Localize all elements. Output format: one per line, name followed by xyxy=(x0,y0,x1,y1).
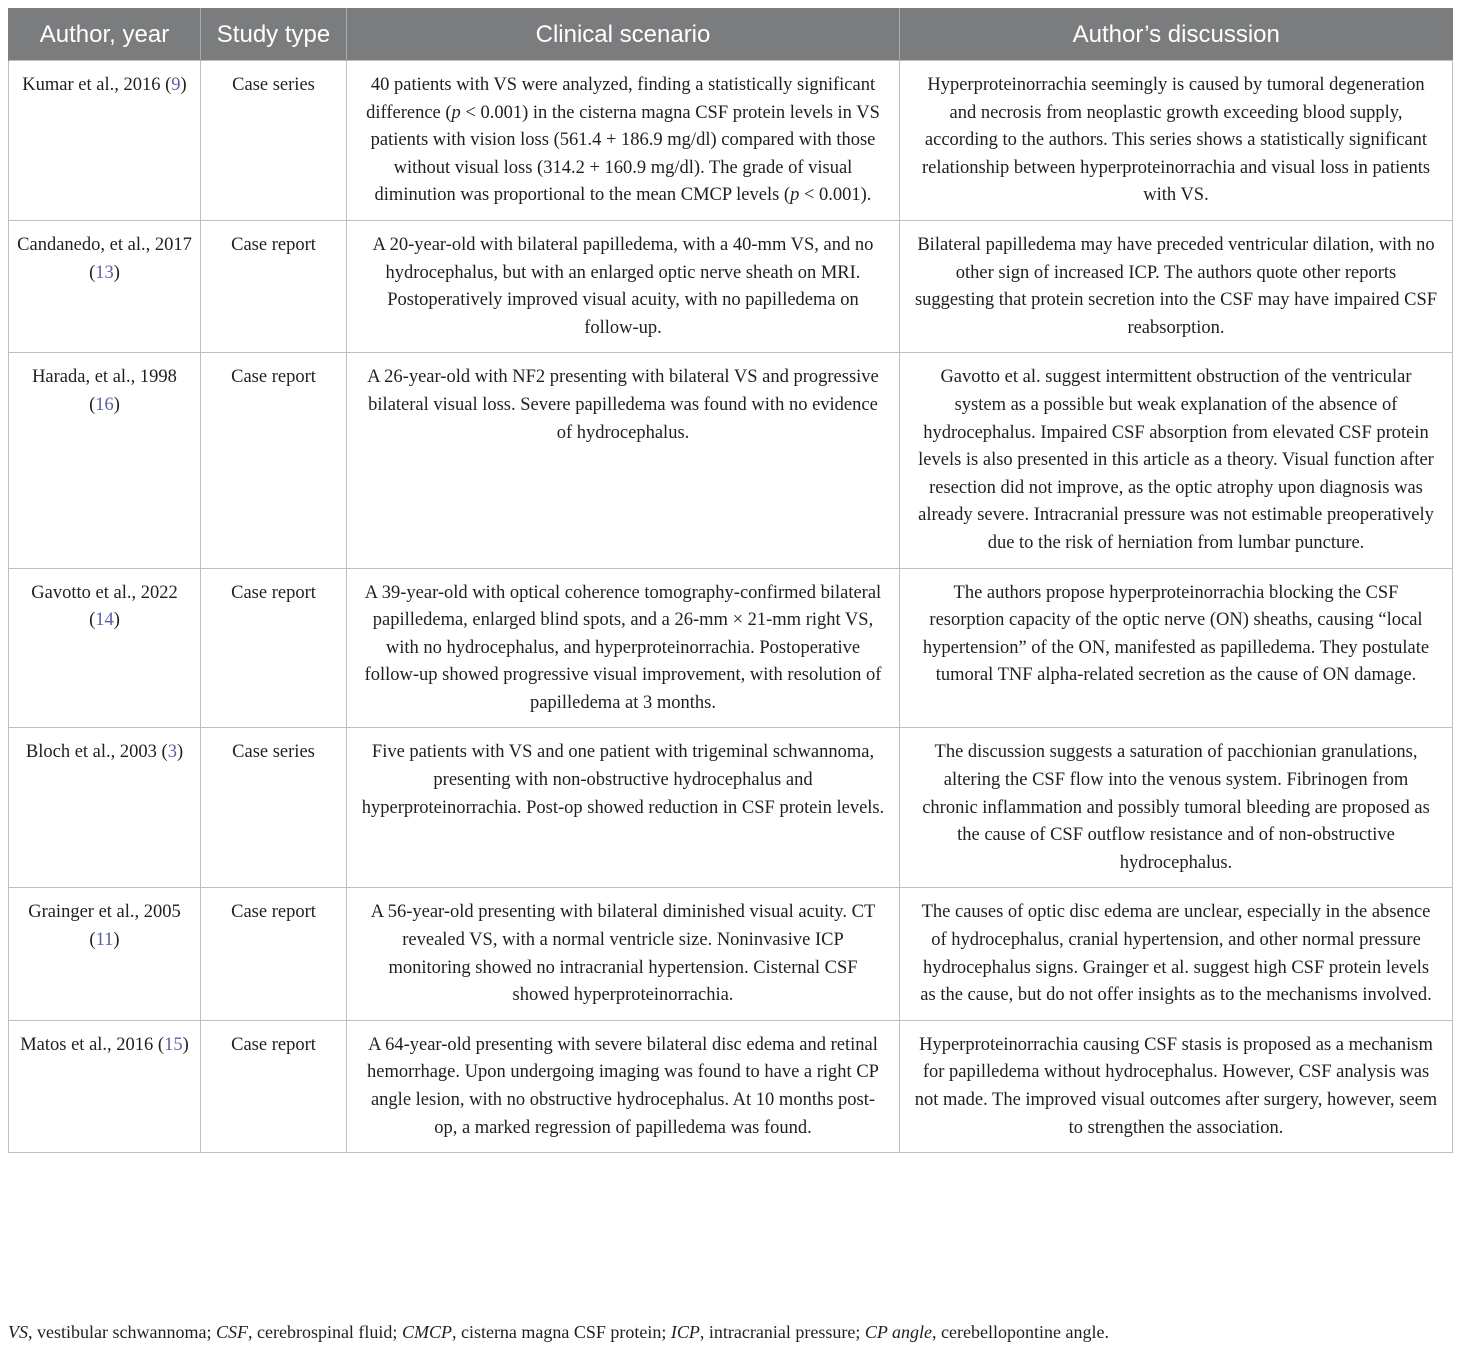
literature-table xyxy=(8,8,1453,1153)
p-value-symbol: p xyxy=(451,102,461,123)
author-cell: Grainger et al., 2005 (11) xyxy=(9,888,201,1020)
discussion-cell: Hyperproteinorrachia seemingly is caused by tumoral degeneration and necrosis from neoplastic growth exceeding blood supply, according to the authors. This series shows a statistically significant relationship between hyperproteinorrachia and visual loss in patients with VS. xyxy=(900,61,1453,221)
discussion-cell: Hyperproteinorrachia causing CSF stasis is proposed as a mechanism for papilledema without hydrocephalus. However, CSF analysis was not made. The improved visual outcomes after surgery, however, seem to strengthen the association. xyxy=(900,1020,1453,1152)
scenario-cell: A 56-year-old presenting with bilateral diminished visual acuity. CT revealed VS, with a normal ventricle size. Noninvasive ICP monitoring showed no intracranial hypertension. Cisternal CSF showed hyperproteinorrachia. xyxy=(347,888,900,1020)
reference-link[interactable]: 3 xyxy=(167,742,177,763)
scenario-cell: A 39-year-old with optical coherence tomography-confirmed bilateral papilledema, enlarged blind spots, and a 26-mm × 21-mm right VS, with no hydrocephalus, and hyperproteinorrachia. Postoperative follow-up showed progressive visual improvement, with resolution of papilledema at 3 months. xyxy=(347,568,900,728)
discussion-cell: Bilateral papilledema may have preceded ventricular dilation, with no other sign of increased ICP. The authors quote other reports suggesting that protein secretion into the CSF may have impaired CSF reabsorption. xyxy=(900,220,1453,352)
author-cell: Candanedo, et al., 2017 (13) xyxy=(9,220,201,352)
footnote-def: , cerebellopontine angle. xyxy=(932,1322,1109,1342)
footnote-abbr: CSF xyxy=(215,1322,248,1342)
footnote-def: , cisterna magna CSF protein; xyxy=(451,1322,671,1342)
table-row xyxy=(9,728,1453,888)
scenario-cell: Five patients with VS and one patient with trigeminal schwannoma, presenting with non-obstructive hydrocephalus and hyperproteinorrachia. Post-op showed reduction in CSF protein levels. xyxy=(347,728,900,888)
footnote-abbr: CMCP xyxy=(401,1322,452,1342)
study-type-cell: Case report xyxy=(201,1020,347,1152)
table-footnote xyxy=(8,1320,1452,1344)
discussion-cell: The discussion suggests a saturation of pacchionian granulations, altering the CSF flow into the venous system. Fibrinogen from chronic inflammation and possibly tumoral bleeding are proposed as the cause of CSF outflow resistance and of non-obstructive hydrocephalus. xyxy=(900,728,1453,888)
study-type-cell: Case report xyxy=(201,353,347,568)
discussion-cell: The causes of optic disc edema are unclear, especially in the absence of hydrocephalus, cranial hypertension, and other normal pressure hydrocephalus signs. Grainger et al. suggest high CSF protein levels as the cause, but do not offer insights as to the mechanisms involved. xyxy=(900,888,1453,1020)
author-text: Kumar et al., 2016 xyxy=(22,75,161,95)
scenario-text: 40 patients with VS were analyzed, finding a statistically significant difference ( xyxy=(366,75,876,123)
author-text: Grainger et al., 2005 xyxy=(28,902,181,923)
discussion-cell: The authors propose hyperproteinorrachia blocking the CSF resorption capacity of the optic nerve (ON) sheaths, causing “local hypertension” of the ON, manifested as papilledema. They postulate tumoral TNF alpha-related secretion as the cause of ON damage. xyxy=(900,568,1453,728)
author-text: Matos et al., 2016 xyxy=(20,1034,154,1055)
reference-link[interactable]: 16 xyxy=(95,394,114,415)
table-row xyxy=(9,61,1453,221)
author-text: Harada, et al., 1998 xyxy=(32,367,177,388)
scenario-text: < 0.001) in the cisterna magna CSF protein levels in VS patients with vision loss (561.4 + 186.9 mg/dl) compared with those without visual loss (314.2 + 160.9 mg/dl). The grade of visual diminution was proportional to the mean CMCP levels ( xyxy=(370,102,880,206)
author-text: Bloch et al., 2003 xyxy=(25,742,157,763)
author-cell: Kumar et al., 2016 (9) xyxy=(9,61,201,221)
discussion-cell: Gavotto et al. suggest intermittent obstruction of the ventricular system as a possible but weak explanation of the absence of hydrocephalus. Impaired CSF absorption from elevated CSF protein levels is also presented in this article as a theory. Visual function after resection did not improve, as the optic atrophy upon diagnosis was already severe. Intracranial pressure was not estimable preoperatively due to the risk of herniation from lumbar puncture. xyxy=(900,353,1453,568)
reference-link[interactable]: 14 xyxy=(95,610,114,631)
table-row xyxy=(9,353,1453,568)
study-type-cell: Case series xyxy=(201,728,347,888)
author-cell: Bloch et al., 2003 (3) xyxy=(9,728,201,888)
footnote-def: , intracranial pressure; xyxy=(699,1322,865,1342)
scenario-cell: A 20-year-old with bilateral papilledema, with a 40-mm VS, and no hydrocephalus, but with an enlarged optic nerve sheath on MRI. Postoperatively improved visual acuity, with no papilledema on follow-up. xyxy=(347,220,900,352)
footnote-def: , vestibular schwannoma; xyxy=(28,1322,216,1342)
author-cell: Matos et al., 2016 (15) xyxy=(9,1020,201,1152)
p-value-symbol: p xyxy=(790,185,800,206)
scenario-cell: A 64-year-old presenting with severe bilateral disc edema and retinal hemorrhage. Upon undergoing imaging was found to have a right CP angle lesion, with no obstructive hydrocephalus. At 10 months post-op, a marked regression of papilledema was found. xyxy=(347,1020,900,1152)
header-study-type: Study type xyxy=(201,8,347,61)
table-row xyxy=(9,568,1453,728)
reference-link[interactable]: 13 xyxy=(95,262,114,283)
author-cell: Harada, et al., 1998 (16) xyxy=(9,353,201,568)
author-text: Gavotto et al., 2022 xyxy=(31,582,178,603)
header-author-year: Author, year xyxy=(9,8,201,61)
study-type-cell: Case series xyxy=(201,61,347,221)
footnote-abbr: VS xyxy=(8,1322,28,1342)
reference-link[interactable]: 11 xyxy=(95,930,114,951)
header-authors-discussion: Author’s discussion xyxy=(900,8,1453,61)
reference-link[interactable]: 9 xyxy=(171,75,181,95)
author-cell: Gavotto et al., 2022 (14) xyxy=(9,568,201,728)
author-text: Candanedo, et al., 2017 xyxy=(17,234,192,255)
study-type-cell: Case report xyxy=(201,568,347,728)
study-type-cell: Case report xyxy=(201,220,347,352)
reference-link[interactable]: 15 xyxy=(164,1034,183,1055)
scenario-cell: A 26-year-old with NF2 presenting with bilateral VS and progressive bilateral visual loss. Severe papilledema was found with no evidence of hydrocephalus. xyxy=(347,353,900,568)
footnote-def: , cerebrospinal fluid; xyxy=(247,1322,402,1342)
study-type-cell: Case report xyxy=(201,888,347,1020)
footnote-abbr: CP angle xyxy=(864,1322,933,1342)
header-clinical-scenario: Clinical scenario xyxy=(347,8,900,61)
header-row xyxy=(9,8,1453,61)
table-row xyxy=(9,1020,1453,1152)
table-container xyxy=(8,8,1452,1153)
footnote-abbr: ICP xyxy=(670,1322,700,1342)
table-row xyxy=(9,220,1453,352)
scenario-cell xyxy=(347,61,900,221)
scenario-text: < 0.001). xyxy=(799,185,872,206)
table-row xyxy=(9,888,1453,1020)
